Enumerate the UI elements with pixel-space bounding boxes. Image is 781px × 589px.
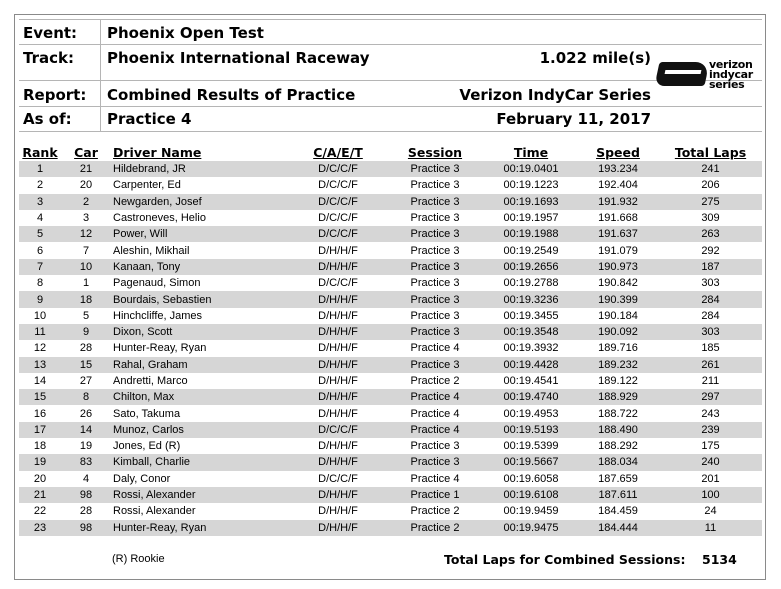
session-cell: Practice 1: [385, 487, 485, 503]
driver-cell: Jones, Ed (R): [113, 440, 181, 453]
laps-cell: 211: [701, 375, 720, 387]
rank-cell: 16: [33, 407, 47, 420]
rank-cell: 22: [33, 505, 47, 518]
time-cell: 00:19.6108: [485, 487, 577, 503]
table-row: [19, 389, 762, 405]
car-cell: 8: [61, 389, 111, 405]
speed-cell: 187.659: [598, 472, 638, 485]
rank-cell: 20: [33, 472, 47, 485]
table-row: [19, 520, 762, 536]
car-cell: 1: [82, 277, 90, 290]
col-speed: Speed: [596, 144, 640, 160]
caet-cell: D/H/H/F: [291, 259, 385, 275]
header-rule-bottom: [19, 131, 762, 132]
caet-cell: D/H/H/F: [318, 505, 358, 518]
rank-cell: 12: [33, 342, 47, 355]
speed-cell: 189.122: [598, 375, 638, 387]
driver-cell: Pagenaud, Simon: [113, 277, 201, 290]
header-rule-1: [19, 44, 762, 45]
driver-cell: Power, Will: [111, 226, 291, 242]
asof-label: As of:: [23, 110, 72, 128]
session-cell: Practice 4: [410, 472, 460, 485]
time-cell: 00:19.1693: [485, 194, 577, 210]
session-cell: Practice 3: [385, 194, 485, 210]
car-cell: 4: [82, 472, 90, 485]
laps-cell: 284: [701, 309, 720, 322]
header-rule-top: [19, 19, 762, 20]
rank-cell: 17: [19, 422, 61, 438]
session-cell: Practice 3: [410, 277, 460, 290]
speed-cell: 190.184: [598, 309, 638, 322]
car-cell: 2: [61, 194, 111, 210]
col-total-laps: Total Laps: [674, 144, 747, 160]
driver-cell: Chilton, Max: [111, 389, 291, 405]
caet-cell: D/C/C/F: [318, 472, 358, 485]
time-cell: 00:19.5193: [485, 422, 577, 438]
caet-cell: D/C/C/F: [318, 179, 358, 192]
table-row: [19, 226, 762, 242]
driver-cell: Andretti, Marco: [113, 375, 188, 387]
speed-cell: 188.490: [577, 422, 659, 438]
table-header-row: [19, 143, 762, 161]
table-row: [19, 308, 762, 324]
rank-cell: 18: [33, 440, 47, 453]
speed-cell: 193.234: [577, 161, 659, 177]
speed-cell: 191.668: [598, 212, 638, 225]
session-cell: Practice 3: [385, 161, 485, 177]
car-cell: 15: [61, 357, 111, 373]
table-row: [19, 242, 762, 258]
laps-cell: 239: [659, 422, 762, 438]
series-name: Verizon IndyCar Series: [459, 86, 651, 104]
time-cell: 00:19.4953: [503, 407, 559, 420]
caet-cell: D/H/H/F: [291, 324, 385, 340]
time-cell: 00:19.3932: [503, 342, 559, 355]
rank-cell: 5: [19, 226, 61, 242]
speed-cell: 190.973: [577, 259, 659, 275]
driver-cell: Rossi, Alexander: [111, 487, 291, 503]
session-cell: Practice 3: [410, 212, 460, 225]
logo-text-series: series: [709, 78, 745, 91]
laps-cell: 11: [659, 520, 762, 536]
driver-cell: Rossi, Alexander: [113, 505, 196, 518]
car-cell: 5: [82, 309, 90, 322]
speed-cell: 191.637: [577, 226, 659, 242]
col-car: Car: [74, 144, 98, 160]
driver-cell: Dixon, Scott: [111, 324, 291, 340]
laps-cell: 263: [659, 226, 762, 242]
asof-value: Practice 4: [107, 110, 192, 128]
car-cell: 19: [79, 440, 93, 453]
speed-cell: 191.932: [577, 194, 659, 210]
speed-cell: 188.292: [598, 440, 638, 453]
laps-cell: 309: [701, 212, 720, 225]
col-driver: Driver Name: [113, 144, 202, 160]
session-cell: Practice 3: [385, 259, 485, 275]
driver-cell: Hunter-Reay, Ryan: [113, 342, 207, 355]
rank-cell: 7: [19, 259, 61, 275]
speed-cell: 190.092: [577, 324, 659, 340]
laps-cell: 206: [701, 179, 720, 192]
rank-cell: 4: [36, 212, 44, 225]
time-cell: 00:19.2549: [503, 244, 559, 257]
time-cell: 00:19.4541: [503, 375, 559, 387]
time-cell: 00:19.1988: [485, 226, 577, 242]
car-cell: 14: [61, 422, 111, 438]
table-row: [19, 259, 762, 275]
speed-cell: 192.404: [598, 179, 638, 192]
event-value: Phoenix Open Test: [107, 24, 264, 42]
driver-cell: Sato, Takuma: [113, 407, 181, 420]
caet-cell: D/H/H/F: [291, 389, 385, 405]
driver-cell: Castroneves, Helio: [113, 212, 206, 225]
time-cell: 00:19.5667: [485, 454, 577, 470]
report-value: Combined Results of Practice: [107, 86, 356, 104]
caet-cell: D/C/C/F: [291, 422, 385, 438]
session-cell: Practice 3: [410, 309, 460, 322]
driver-cell: Munoz, Carlos: [111, 422, 291, 438]
caet-cell: D/H/H/F: [318, 407, 358, 420]
speed-cell: 188.034: [577, 454, 659, 470]
speed-cell: 184.459: [598, 505, 638, 518]
rank-cell: 9: [19, 291, 61, 307]
time-cell: 00:19.9475: [485, 520, 577, 536]
table-row: [19, 357, 762, 373]
col-session: Session: [407, 144, 463, 160]
driver-cell: Newgarden, Josef: [111, 194, 291, 210]
driver-cell: Bourdais, Sebastien: [111, 291, 291, 307]
speed-cell: 190.399: [577, 291, 659, 307]
table-row: [19, 471, 762, 487]
caet-cell: D/H/H/F: [291, 487, 385, 503]
logo-text-verizon: verizon: [709, 58, 753, 71]
laps-cell: 241: [659, 161, 762, 177]
time-cell: 00:19.4740: [485, 389, 577, 405]
time-cell: 00:19.2656: [485, 259, 577, 275]
session-cell: Practice 4: [410, 407, 460, 420]
time-cell: 00:19.1223: [503, 179, 559, 192]
session-cell: Practice 3: [385, 324, 485, 340]
rank-cell: 3: [19, 194, 61, 210]
caet-cell: D/C/C/F: [291, 226, 385, 242]
time-cell: 00:19.9459: [503, 505, 559, 518]
driver-cell: Kimball, Charlie: [111, 454, 291, 470]
laps-cell: 100: [659, 487, 762, 503]
driver-cell: Daly, Conor: [113, 472, 171, 485]
caet-cell: D/H/H/F: [318, 342, 358, 355]
header-rule-3: [19, 106, 762, 107]
table-row: [19, 340, 762, 356]
speed-cell: 188.929: [577, 389, 659, 405]
total-laps-label: Total Laps for Combined Sessions:: [444, 552, 686, 567]
rank-cell: 2: [36, 179, 44, 192]
report-date: February 11, 2017: [496, 110, 651, 128]
col-caet: C/A/E/T: [313, 144, 363, 160]
driver-cell: Kanaan, Tony: [111, 259, 291, 275]
time-cell: 00:19.1957: [503, 212, 559, 225]
table-row: [19, 373, 762, 389]
rank-cell: 11: [19, 324, 61, 340]
car-cell: 28: [79, 505, 93, 518]
report-label: Report:: [23, 86, 87, 104]
driver-cell: Aleshin, Mikhail: [113, 244, 190, 257]
time-cell: 00:19.2788: [503, 277, 559, 290]
laps-cell: 243: [701, 407, 720, 420]
caet-cell: D/C/C/F: [291, 161, 385, 177]
caet-cell: D/H/H/F: [291, 291, 385, 307]
header-divider: [100, 19, 101, 131]
rank-cell: 10: [33, 309, 47, 322]
laps-cell: 261: [659, 357, 762, 373]
track-length: 1.022 mile(s): [539, 49, 651, 67]
table-row: [19, 291, 762, 307]
session-cell: Practice 4: [385, 422, 485, 438]
table-row: [19, 422, 762, 438]
laps-cell: 303: [701, 277, 720, 290]
time-cell: 00:19.5399: [503, 440, 559, 453]
session-cell: Practice 3: [410, 440, 460, 453]
session-cell: Practice 4: [410, 342, 460, 355]
track-label: Track:: [23, 49, 74, 67]
rank-cell: 15: [19, 389, 61, 405]
rank-cell: 8: [36, 277, 44, 290]
laps-cell: 275: [659, 194, 762, 210]
results-table: [19, 143, 762, 536]
session-cell: Practice 3: [410, 179, 460, 192]
rank-cell: 23: [19, 520, 61, 536]
driver-cell: Hunter-Reay, Ryan: [111, 520, 291, 536]
table-row: [19, 454, 762, 470]
laps-cell: 185: [701, 342, 720, 355]
indycar-logo: [657, 58, 757, 98]
time-cell: 00:19.4428: [485, 357, 577, 373]
laps-cell: 303: [659, 324, 762, 340]
car-cell: 27: [79, 375, 93, 387]
speed-cell: 189.716: [598, 342, 638, 355]
session-cell: Practice 2: [385, 520, 485, 536]
caet-cell: D/H/H/F: [318, 244, 358, 257]
car-cell: 3: [82, 212, 90, 225]
session-cell: Practice 3: [385, 454, 485, 470]
driver-cell: Carpenter, Ed: [113, 179, 181, 192]
caet-cell: D/H/H/F: [291, 357, 385, 373]
session-cell: Practice 3: [385, 357, 485, 373]
car-cell: 7: [82, 244, 90, 257]
car-cell: 98: [61, 520, 111, 536]
session-cell: Practice 3: [385, 291, 485, 307]
col-time: Time: [513, 144, 549, 160]
car-cell: 98: [61, 487, 111, 503]
driver-cell: Rahal, Graham: [111, 357, 291, 373]
event-label: Event:: [23, 24, 78, 42]
table-row: [19, 194, 762, 210]
caet-cell: D/C/C/F: [291, 194, 385, 210]
car-cell: 20: [79, 179, 93, 192]
speed-cell: 184.444: [577, 520, 659, 536]
driver-cell: Hinchcliffe, James: [113, 309, 203, 322]
table-row: [19, 503, 762, 519]
caet-cell: D/C/C/F: [318, 212, 358, 225]
rank-cell: 19: [19, 454, 61, 470]
driver-cell: Hildebrand, JR: [111, 161, 291, 177]
session-cell: Practice 4: [385, 389, 485, 405]
laps-cell: 284: [659, 291, 762, 307]
rookie-note: (R) Rookie: [112, 553, 165, 565]
laps-cell: 175: [701, 440, 720, 453]
time-cell: 00:19.6058: [503, 472, 559, 485]
table-row: [19, 275, 762, 291]
caet-cell: D/H/H/F: [318, 309, 358, 322]
table-row: [19, 177, 762, 193]
car-cell: 28: [79, 342, 93, 355]
rank-cell: 21: [19, 487, 61, 503]
speed-cell: 189.232: [577, 357, 659, 373]
laps-cell: 297: [659, 389, 762, 405]
table-row: [19, 210, 762, 226]
speed-cell: 187.611: [577, 487, 659, 503]
table-row: [19, 324, 762, 340]
car-icon: [654, 62, 709, 86]
laps-cell: 187: [659, 259, 762, 275]
col-rank: Rank: [22, 144, 58, 160]
car-cell: 10: [61, 259, 111, 275]
time-cell: 00:19.0401: [485, 161, 577, 177]
track-value: Phoenix International Raceway: [107, 49, 370, 67]
total-laps-value: 5134: [702, 552, 737, 567]
logo-text-indycar: indycar: [709, 68, 753, 81]
car-cell: 83: [61, 454, 111, 470]
header-rule-2: [19, 80, 762, 81]
caet-cell: D/H/H/F: [318, 440, 358, 453]
rank-cell: 1: [19, 161, 61, 177]
session-cell: Practice 2: [410, 505, 460, 518]
caet-cell: D/C/C/F: [318, 277, 358, 290]
speed-cell: 190.842: [598, 277, 638, 290]
table-row: [19, 438, 762, 454]
laps-cell: 292: [701, 244, 720, 257]
session-cell: Practice 3: [385, 226, 485, 242]
speed-cell: 191.079: [598, 244, 638, 257]
table-row: [19, 487, 762, 503]
session-cell: Practice 2: [410, 375, 460, 387]
time-cell: 00:19.3548: [485, 324, 577, 340]
laps-cell: 24: [704, 505, 717, 518]
laps-cell: 201: [701, 472, 720, 485]
caet-cell: D/H/H/F: [291, 520, 385, 536]
rank-cell: 6: [36, 244, 44, 257]
caet-cell: D/H/H/F: [291, 454, 385, 470]
speed-cell: 188.722: [598, 407, 638, 420]
car-cell: 18: [61, 291, 111, 307]
rank-cell: 14: [33, 375, 47, 387]
laps-cell: 240: [659, 454, 762, 470]
car-cell: 26: [79, 407, 93, 420]
car-cell: 12: [61, 226, 111, 242]
caet-cell: D/H/H/F: [318, 375, 358, 387]
time-cell: 00:19.3236: [485, 291, 577, 307]
car-cell: 9: [61, 324, 111, 340]
rank-cell: 13: [19, 357, 61, 373]
table-row: [19, 161, 762, 177]
car-cell: 21: [61, 161, 111, 177]
time-cell: 00:19.3455: [503, 309, 559, 322]
table-row: [19, 405, 762, 421]
session-cell: Practice 3: [410, 244, 460, 257]
